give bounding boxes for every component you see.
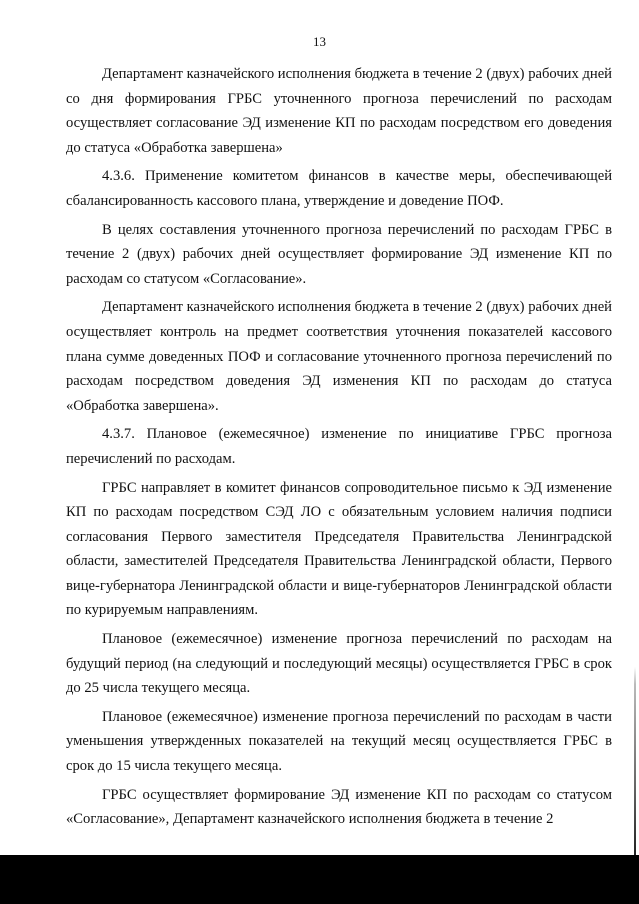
scan-edge-shadow [634, 0, 636, 855]
paragraph-1: Департамент казначейского исполнения бюджета в течение 2 (двух) рабочих дней со дня формирования ГРБС уточненного прогноза перечислений по расходам осуществляет согласование ЭД изменение КП по расходам посредством его доведения до статуса «Обработка завершена» [66, 66, 612, 156]
document-body [66, 62, 612, 836]
paragraph-8: Плановое (ежемесячное) изменение прогноза перечислений по расходам в части уменьшения утвержденных показателей на текущий месяц осуществляется ГРБС в срок до 15 числа текущего месяца. [66, 708, 612, 775]
page-number: 13 [313, 34, 326, 49]
paragraph-9: ГРБС осуществляет формирование ЭД изменение КП по расходам со статусом «Согласование», Департамент казначейского исполнения бюджета в течение 2 [66, 786, 612, 828]
paragraph-5: 4.3.7. Плановое (ежемесячное) изменение по инициативе ГРБС прогноза перечислений по расходам. [66, 426, 612, 467]
paragraph-2: 4.3.6. Применение комитетом финансов в качестве меры, обеспечивающей сбалансированность кассового плана, утверждение и доведение ПОФ. [66, 168, 612, 209]
scan-bottom-border [0, 855, 639, 904]
paragraph-6: ГРБС направляет в комитет финансов сопроводительное письмо к ЭД изменение КП по расходам посредством СЭД ЛО с обязательным условием наличия подписи согласования Первого заместителя Председателя Правительства Ленинградской области, заместителей Председателя Правительства Ленинградской области, Первого вице-губернатора Ленинградской области и вице-губернаторов Ленинградской области по курируемым направлениям. [66, 479, 612, 619]
paragraph-4: Департамент казначейского исполнения бюджета в течение 2 (двух) рабочих дней осуществляет контроль на предмет соответствия уточнения показателей кассового плана сумме доведенных ПОФ и согласование уточненного прогноза перечислений по расходам посредством доведения ЭД изменения КП по расходам до статуса «Обработка завершена». [66, 299, 612, 414]
paragraph-3: В целях составления уточненного прогноза перечислений по расходам ГРБС в течение 2 (двух) рабочих дней осуществляет формирование ЭД изменение КП по расходам со статусом «Согласование». [66, 221, 612, 287]
paragraph-7: Плановое (ежемесячное) изменение прогноза перечислений по расходам на будущий период (на следующий и последующий месяцы) осуществляется ГРБС в срок до 25 числа текущего месяца. [66, 631, 612, 697]
